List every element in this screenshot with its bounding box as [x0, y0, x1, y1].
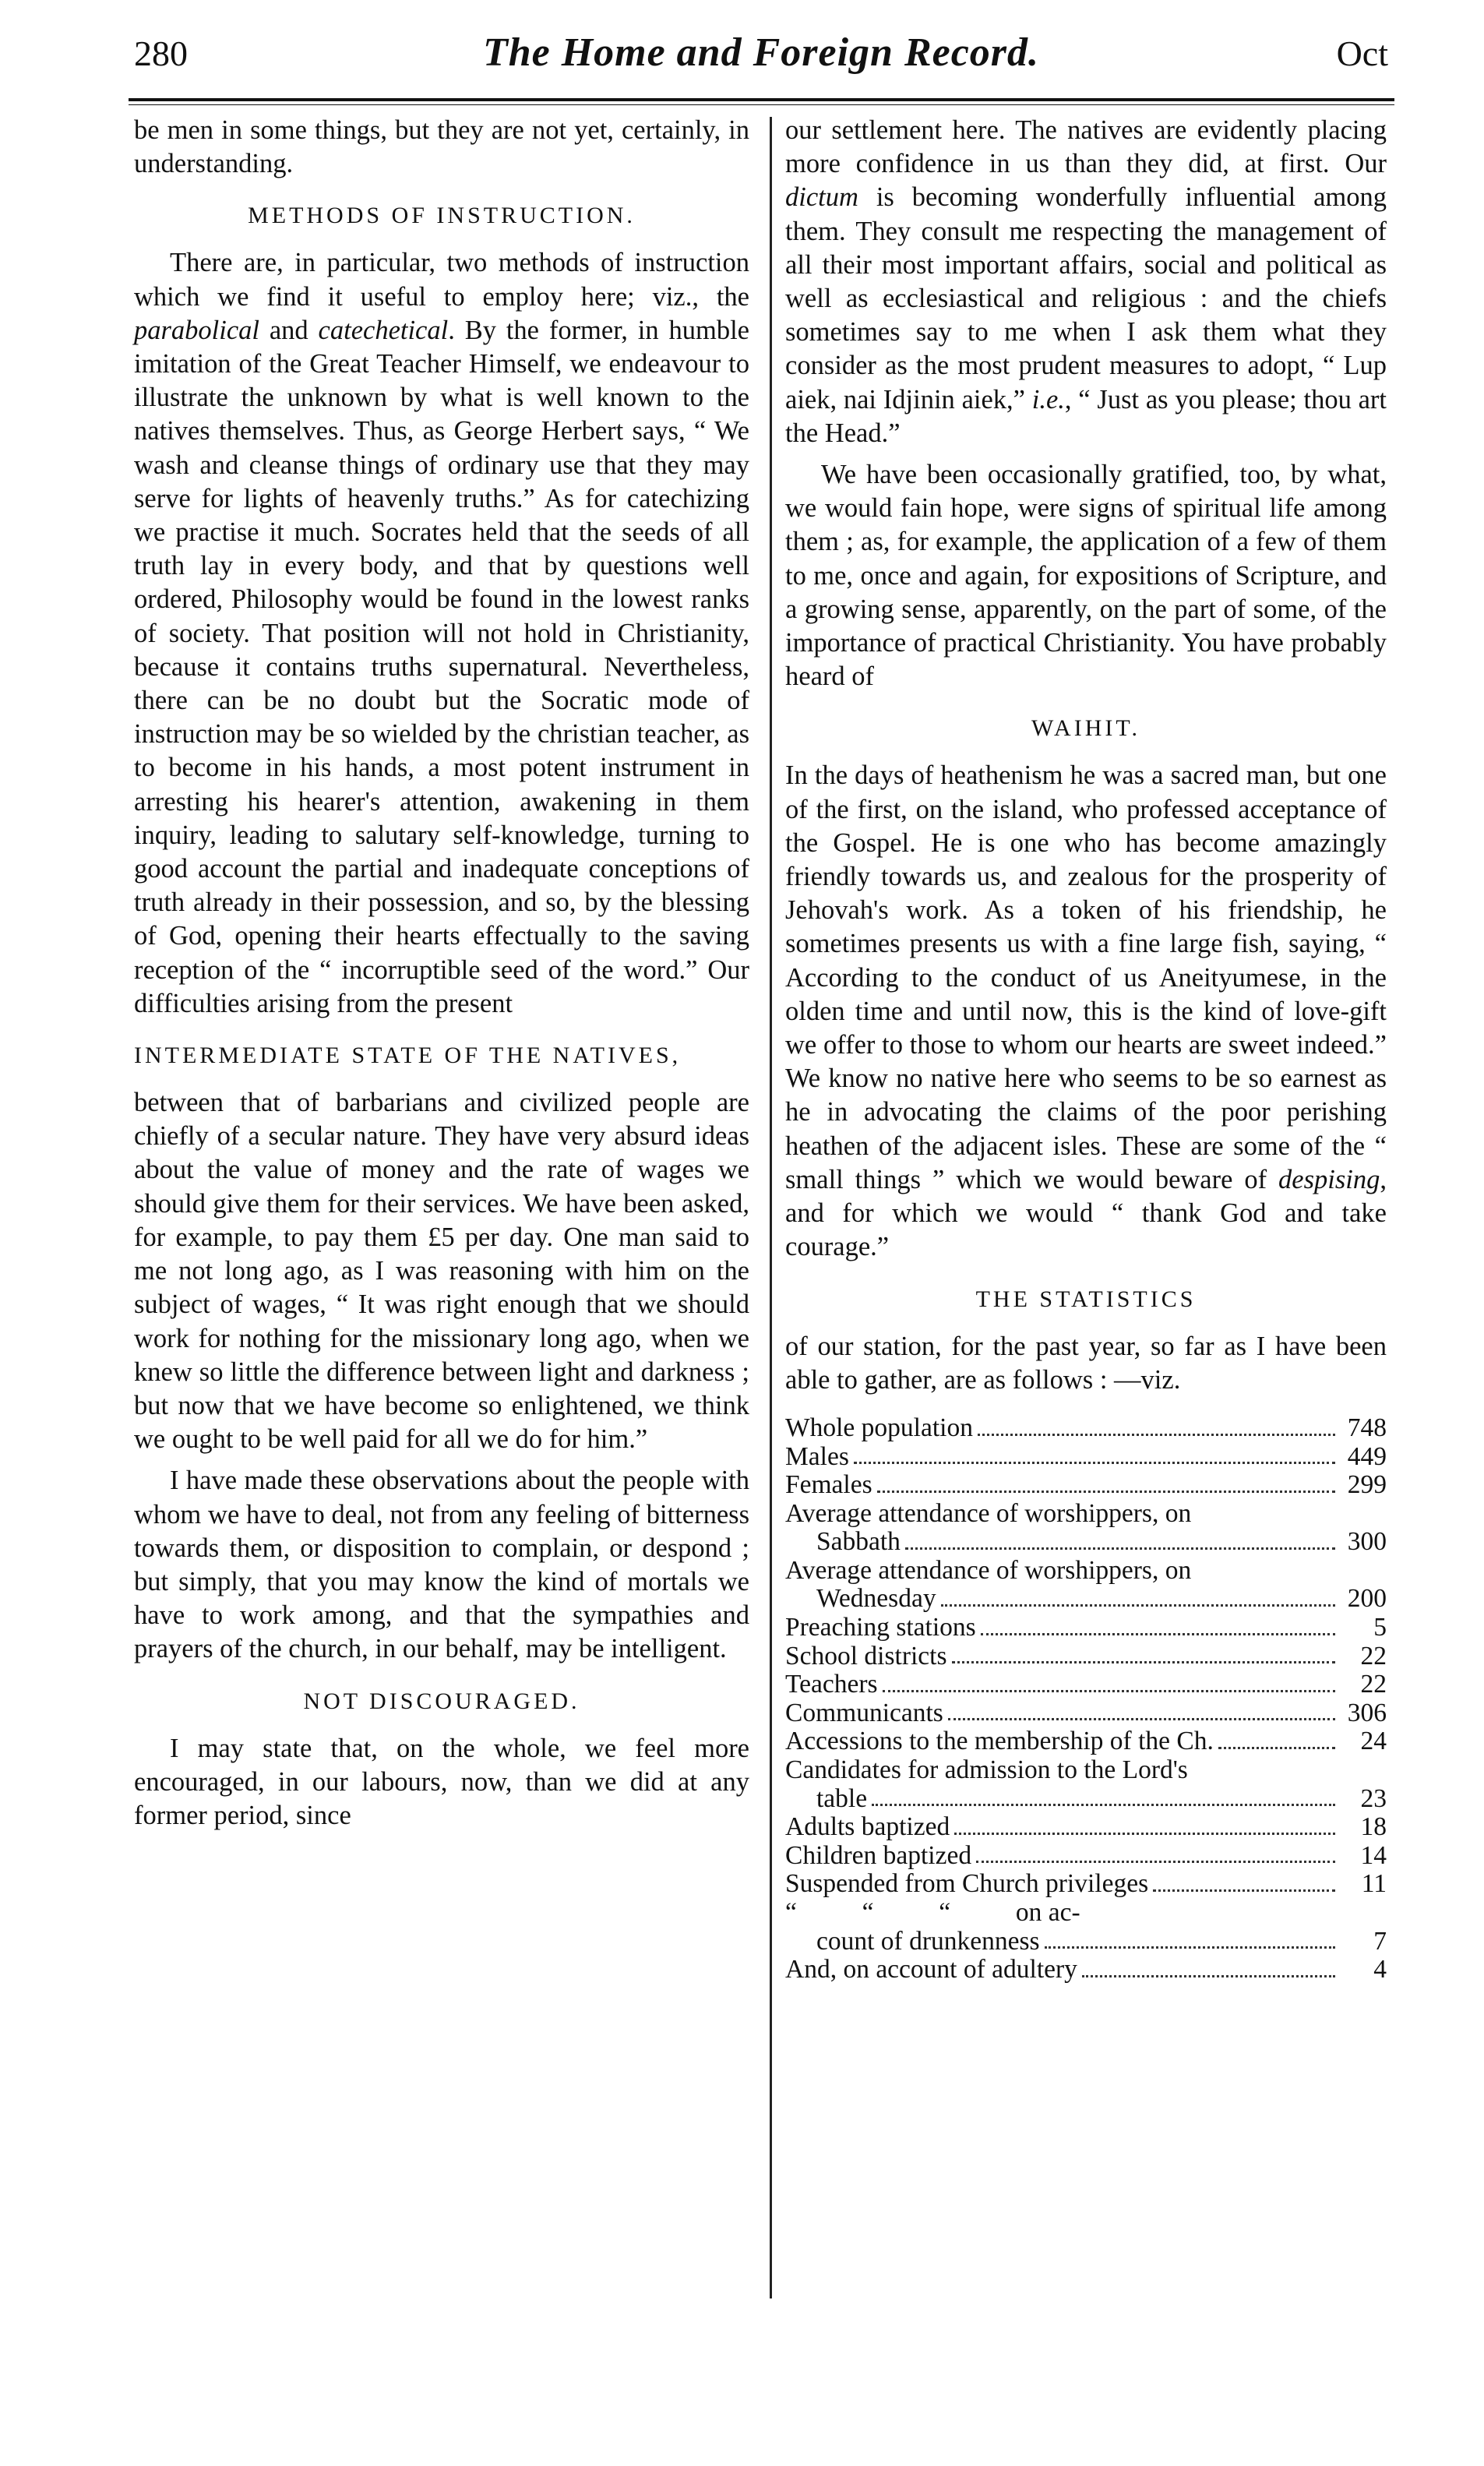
stat-label: Candidates for admission to the Lord's: [785, 1755, 1188, 1785]
waihit-paragraph: [785, 759, 1387, 1264]
methods-emphasis-catechetical: catechetical: [318, 315, 449, 345]
stat-label: And, on account of adultery: [785, 1955, 1077, 1984]
stat-label: Children baptized: [785, 1840, 972, 1870]
header-month: Oct: [1336, 34, 1388, 73]
stat-value: 449: [1347, 1441, 1387, 1471]
waihit-text-b: , and for which we would “ thank God and take courage.”: [785, 1164, 1387, 1262]
stat-row-continuation: [785, 1528, 1387, 1557]
running-title: The Home and Foreign Record.: [482, 30, 1040, 75]
stat-label: Average attendance of worshippers, on: [785, 1498, 1192, 1528]
stat-row: [785, 1899, 1387, 1928]
stat-value: 22: [1360, 1641, 1387, 1670]
stat-row: [785, 1642, 1387, 1671]
stat-value: 306: [1347, 1698, 1387, 1727]
settlement-emphasis-ie: i.e.: [1031, 384, 1065, 415]
stat-row: [785, 1956, 1387, 1984]
stat-row: [785, 1414, 1387, 1443]
settlement-text-a: our settlement here. The natives are evidently placing more confidence in us than they did, at first. Our: [785, 115, 1387, 179]
dot-leader: [981, 1633, 1335, 1635]
page-number: 280: [134, 34, 188, 73]
stat-value: 300: [1347, 1527, 1387, 1557]
left-column: [134, 114, 749, 1833]
stat-row: [785, 1870, 1387, 1899]
not-discouraged-paragraph: I may state that, on the whole, we feel more encouraged, in our labours, now, than we did at any former period, since: [134, 1733, 749, 1830]
methods-paragraph: [134, 246, 749, 1021]
stat-row: [785, 1842, 1387, 1871]
stat-value: 18: [1360, 1812, 1387, 1842]
stat-row: [785, 1471, 1387, 1500]
dot-leader: [976, 1861, 1335, 1863]
intro-paragraph: be men in some things, but they are not yet, certainly, in understanding.: [134, 115, 749, 179]
stat-label: Average attendance of worshippers, on: [785, 1555, 1192, 1585]
dot-leader: [883, 1690, 1335, 1692]
methods-emphasis-parabolical: parabolical: [134, 315, 259, 345]
stat-row: [785, 1813, 1387, 1842]
stat-label: School districts: [785, 1641, 947, 1670]
waihit-emphasis-despising: despising: [1278, 1164, 1380, 1194]
stat-row: [785, 1500, 1387, 1529]
stat-label: Preaching stations: [785, 1613, 976, 1642]
observations-paragraph: I have made these observations about the people with whom we have to deal, not from any feeling of bitterness towards them, or disposition to complain, or despond ; but simply, that you may know the kind of mortals we have to work among, and that the sympathies and prayers of the church, in our behalf, may be intelligent.: [134, 1466, 749, 1664]
dot-leader: [1153, 1889, 1335, 1892]
heading-statistics: THE STATISTICS: [975, 1286, 1197, 1312]
methods-text-c: . By the former, in humble imitation of the Great Teacher Himself, we endeavour to illustrate the unknown by what is well known to the natives themselves. Thus, as George Herbert says, “ We wash and cleanse things of ordinary use that they may serve for lights of heavenly truths.” As for catechizing we practise it much. Socrates held that the seeds of all truth lay in every body, and that by questions well ordered, Philosophy would be found in the lowest ranks of society. That position will not hold in Christianity, because it contains truths supernatural. Nevertheless, there can be no doubt but the Socratic mode of instruction may be so wielded by the christian teacher, as to become in his hands, a most potent instrument in arresting his hearer's attention, awakening in them inquiry, leading to salutary self-knowledge, turning to good account the partial and inadequate conceptions of truth already in their possession, and so, by the blessing of God, opening their hearts effectually to the saving reception of the “ incorruptible seed of the word.” Our difficulties arising from the present: [134, 315, 749, 1018]
dot-leader: [1045, 1946, 1335, 1949]
heading-waihit: WAIHIT.: [1031, 715, 1140, 742]
stat-label: “ “ “ on ac-: [785, 1898, 1080, 1927]
heading-intermediate-state: INTERMEDIATE STATE OF THE NATIVES,: [134, 1042, 682, 1069]
stat-value: 14: [1360, 1840, 1387, 1870]
stat-value: 748: [1347, 1413, 1387, 1442]
stat-value: 200: [1347, 1584, 1387, 1614]
stat-row: [785, 1727, 1387, 1756]
dot-leader: [872, 1804, 1335, 1806]
stat-label: Adults baptized: [785, 1812, 950, 1842]
stat-value: 7: [1373, 1926, 1387, 1956]
heading-not-discouraged: NOT DISCOURAGED.: [303, 1688, 580, 1714]
stat-value: 24: [1360, 1727, 1387, 1756]
stat-label: count of drunkenness: [816, 1926, 1040, 1956]
settlement-text-b: is becoming wonderfully influential among them. They consult me respecting the management of all their most important affairs, social and political as well as ecclesiastical and religious : and the chiefs sometimes say to me when I ask them what they consider as the most prudent measures to adopt, “ Lup aiek, nai Idjinin aiek,”: [785, 182, 1387, 415]
dot-leader: [978, 1434, 1335, 1436]
methods-text-b: and: [259, 315, 319, 345]
header-rule: [129, 98, 1394, 101]
stat-label: Wednesday: [816, 1584, 936, 1614]
right-column: [785, 114, 1387, 1984]
stat-value: 22: [1360, 1670, 1387, 1699]
stat-label: Accessions to the membership of the Ch.: [785, 1727, 1214, 1756]
stat-row: [785, 1557, 1387, 1586]
waihit-text-a: In the days of heathenism he was a sacred man, but one of the first, on the island, who professed acceptance of the Gospel. He is one who has become amazingly friendly towards us, and zealous for the prosperity of Jehovah's work. As a token of his friendship, he sometimes presents us with a fine large fish, saying, “ According to the conduct of us Aneityumese, in the olden time and until now, this is the kind of love-gift we offer to those to whom our hearts are sweet indeed.” We know no native here who seems to be so earnest as he in advocating the claims of the poor perishing heathen of the adjacent isles. These are some of the “ small things ” which we would beware of: [785, 760, 1387, 1194]
stat-label: Females: [785, 1470, 872, 1500]
stat-value: 11: [1361, 1869, 1387, 1899]
stat-row: [785, 1699, 1387, 1728]
stat-value: 299: [1347, 1470, 1387, 1500]
stat-row-continuation: [785, 1585, 1387, 1614]
settlement-text-c: , “ Just as you please; thou art the Head.”: [785, 384, 1387, 448]
stat-label: Sabbath: [816, 1527, 901, 1557]
stat-label: Suspended from Church privileges: [785, 1869, 1149, 1899]
dot-leader: [1218, 1747, 1335, 1749]
stat-row: [785, 1614, 1387, 1642]
methods-text-a: There are, in particular, two methods of instruction which we find it useful to employ here; viz., the: [134, 248, 749, 312]
dot-leader: [941, 1604, 1335, 1607]
statistics-intro: of our station, for the past year, so far as I have been able to gather, are as follows : —viz.: [785, 1331, 1387, 1395]
intermediate-paragraph: between that of barbarians and civilized people are chiefly of a secular nature. They have very absurd ideas about the value of money and the rate of wages we should give them for their services. We have been asked, for example, to pay them £5 per day. One man said to me not long ago, as I was reasoning with him on the subject of wages, “ It was right enough that we should work for nothing for the missionary long ago, when we knew so little the difference between light and darkness ; but now that we have become so enlightened, we think we ought to be well paid for all we do for him.”: [134, 1088, 749, 1455]
page-header: [134, 28, 1388, 93]
dot-leader: [877, 1491, 1335, 1493]
settlement-paragraph: [785, 114, 1387, 450]
stat-value: 23: [1360, 1783, 1387, 1813]
dot-leader: [905, 1547, 1335, 1550]
stat-row-continuation: [785, 1785, 1387, 1814]
heading-methods-of-instruction: METHODS OF INSTRUCTION.: [248, 203, 636, 229]
stat-row: [785, 1443, 1387, 1472]
stat-value: 4: [1373, 1955, 1387, 1984]
stat-label: table: [816, 1783, 868, 1813]
stat-row: [785, 1670, 1387, 1699]
stat-value: 5: [1373, 1613, 1387, 1642]
dot-leader: [952, 1661, 1335, 1663]
stat-label: Communicants: [785, 1698, 943, 1727]
stat-label: Whole population: [785, 1413, 973, 1442]
dot-leader: [1082, 1975, 1335, 1977]
stat-label: Teachers: [785, 1670, 878, 1699]
stat-row: [785, 1756, 1387, 1785]
dot-leader: [954, 1833, 1335, 1835]
dot-leader: [854, 1462, 1335, 1464]
header-rule-thin: [129, 104, 1394, 105]
column-divider: [770, 117, 772, 2298]
statistics-table: [785, 1414, 1387, 1984]
dot-leader: [948, 1718, 1335, 1720]
stat-label: Males: [785, 1441, 849, 1471]
gratified-paragraph: We have been occasionally gratified, too, by what, we would fain hope, were signs of spiritual life among them ; as, for example, the application of a few of them to me, once and again, for expositions of Scripture, and a growing sense, apparently, on the part of some, of the importance of practical Christianity. You have probably heard of: [785, 460, 1387, 692]
settlement-emphasis-dictum: dictum: [785, 182, 858, 213]
stat-row-continuation: [785, 1928, 1387, 1956]
